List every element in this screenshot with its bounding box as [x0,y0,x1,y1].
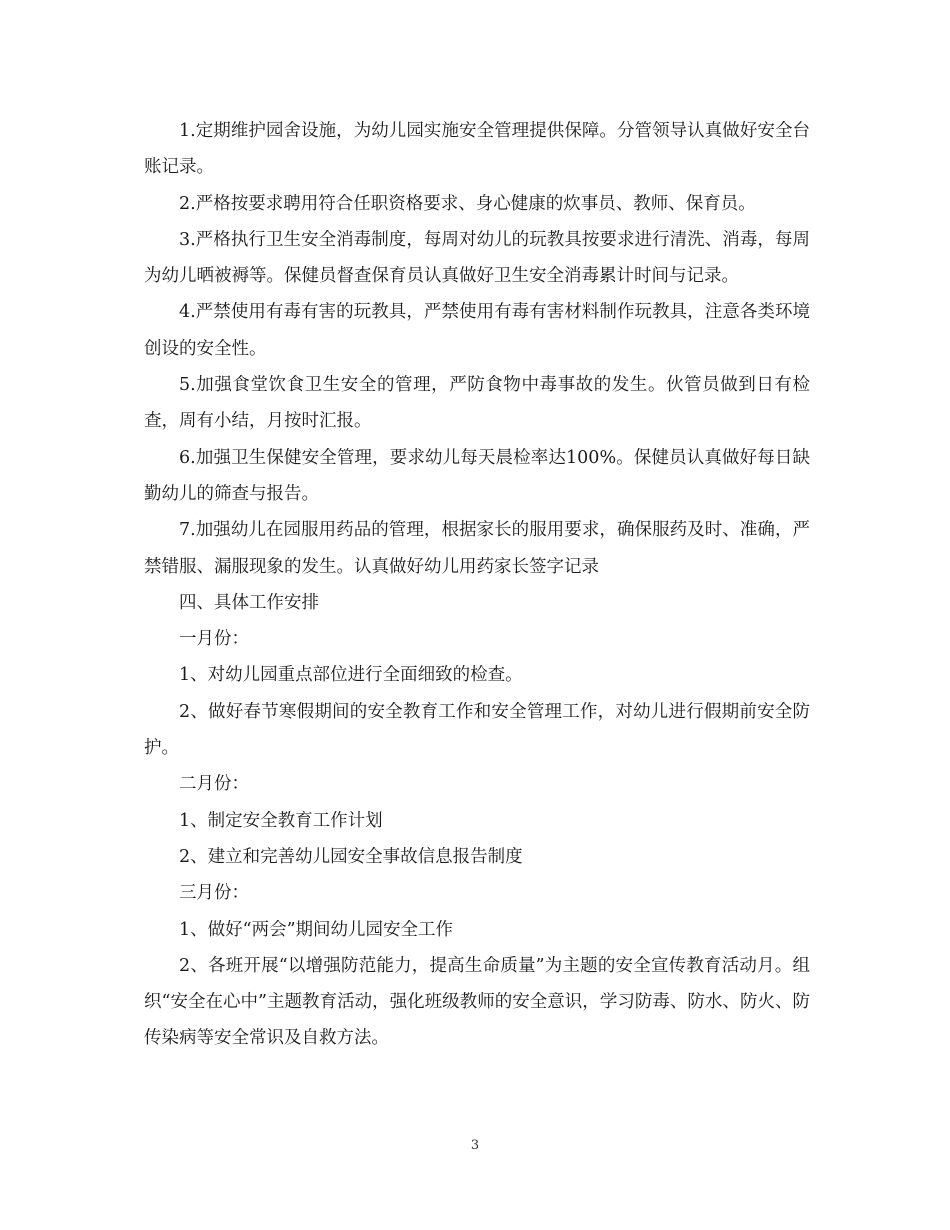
march-item-2: 2、各班开展“以增强防范能力，提高生命质量”为主题的安全宣传教育活动月。组织“安全在心中”主题教育活动，强化班级教师的安全意识，学习防毒、防水、防火、防传染病等安全常识及自救方法。 [144,955,810,1049]
january-item-2: 2、做好春节寒假期间的安全教育工作和安全管理工作，对幼儿进行假期前安全防护。 [144,701,810,759]
section-heading: 四、具体工作安排 [179,592,319,613]
paragraph-item-1: 1.定期维护园舍设施，为幼儿园实施安全管理提供保障。分管领导认真做好安全台账记录。 [144,121,810,178]
paragraph-item-2: 2.严格按要求聘用符合任职资格要求、身心健康的炊事员、教师、保育员。 [179,193,756,214]
february-item-2: 2、建立和完善幼儿园安全事故信息报告制度 [179,846,523,867]
paragraph-item-7: 7.加强幼儿在园服用药品的管理，根据家长的服用要求，确保服药及时、准确，严禁错服、漏服现象的发生。认真做好幼儿用药家长签字记录 [144,520,810,577]
january-item-1: 1、对幼儿园重点部位进行全面细致的检查。 [179,665,523,686]
document-body [144,113,810,1057]
page-number: 3 [470,1138,480,1153]
paragraph-item-6: 6.加强卫生保健安全管理，要求幼儿每天晨检率达100%。保健员认真做好每日缺勤幼儿的筛查与报告。 [144,447,810,504]
march-item-1: 1、做好“两会”期间幼儿园安全工作 [179,919,454,940]
february-item-1: 1、制定安全教育工作计划 [179,810,383,831]
paragraph-item-5: 5.加强食堂饮食卫生安全的管理，严防食物中毒事故的发生。伙管员做到日有检查，周有小结，月按时汇报。 [144,375,810,432]
paragraph-item-4: 4.严禁使用有毒有害的玩教具，严禁使用有毒有害材料制作玩教具，注意各类环境创设的安全性。 [144,302,810,359]
month-heading-january: 一月份： [179,629,249,650]
month-heading-february: 二月份： [179,774,249,795]
paragraph-item-3: 3.严格执行卫生安全消毒制度，每周对幼儿的玩教具按要求进行清洗、消毒，每周为幼儿晒被褥等。保健员督查保育员认真做好卫生安全消毒累计时间与记录。 [144,229,810,287]
month-heading-march: 三月份： [179,883,249,904]
